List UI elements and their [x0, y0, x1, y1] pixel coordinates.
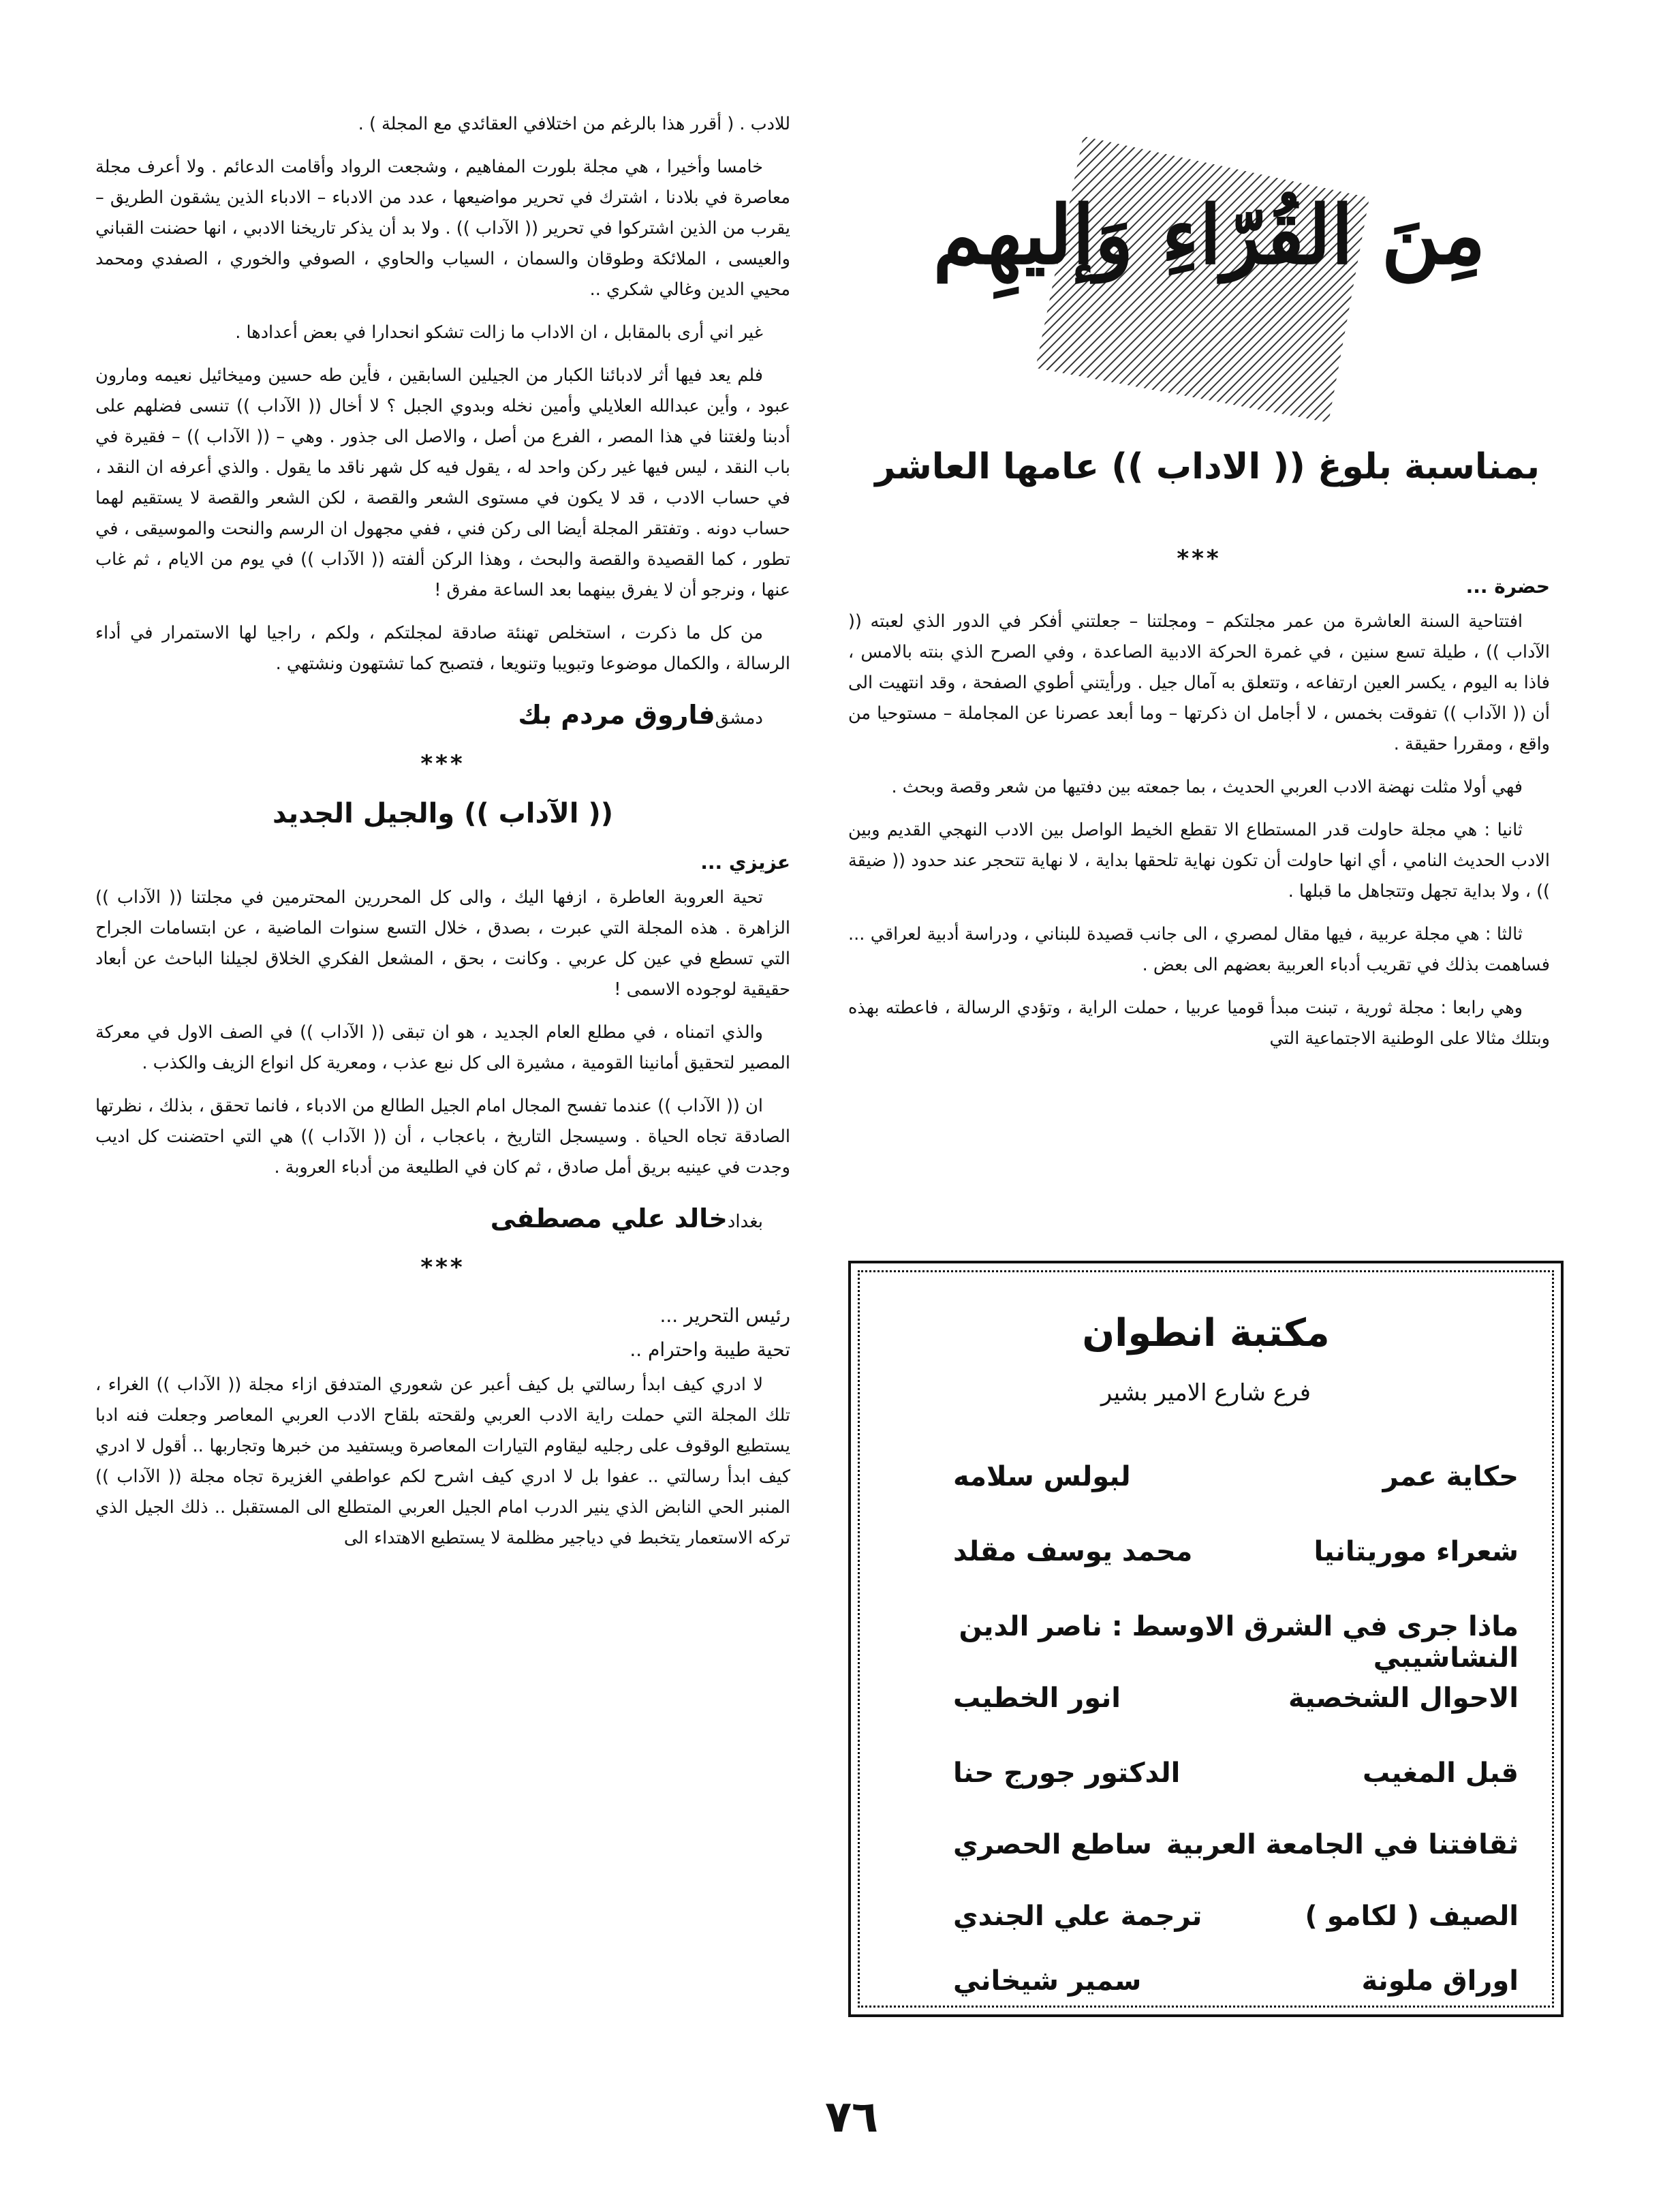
letter-paragraph: فلم يعد فيها أثر لادبائنا الكبار من الجيلين السابقين ، فأين طه حسين وميخائيل نعيمه ومارون عبود ، وأين عبدالله العلايلي وأمين نخله وبدوي الجبل ؟ لا أخال (( الآداب )) تنسى فضلهم على أدبنا ولغتنا في هذا المصر ، الفرع من أصل ، والاصل الى جذور . وهي – (( الآداب )) – فقيرة في باب النقد ، ليس فيها غير ركن واحد له ، يقول فيه كل شهر ناقد ما يقول . والذي أعرفه ان النقد ، في حساب الادب ، قد لا يكون في مستوى الشعر والقصة ، لكن الشعر والقصة لا يستقيم لهما حساب دونه . وتفتقر المجلة أيضا الى ركن فني ، ففي مجهول ان الرسم والنحت والموسيقى ، في تطور ، كما القصيدة والقصة والبحث ، وهذا الركن ألفته (( الآداب )) في يوم من الايام ، ثم غاب عنها ، ونرجو أن لا يفرق بينهما بعد الساعة مفرق ! [95, 365, 790, 600]
ad-book-row [899, 1965, 1519, 1997]
book-author: انور الخطيب [953, 1683, 1121, 1714]
signature-row [95, 700, 790, 730]
book-title: شعراء موريتانيا [1314, 1536, 1519, 1567]
letter-paragraph: غير اني أرى بالمقابل ، ان الاداب ما زالت تشكو انحدارا في بعض أعدادها . [235, 322, 763, 343]
book-author: سمير شيخاني [953, 1965, 1142, 1997]
signature-city: بغداد [727, 1212, 763, 1232]
book-author: لبولس سلامه [953, 1461, 1131, 1492]
separator-stars: *** [1177, 545, 1222, 572]
letter-salutation: عزيزي ... [700, 851, 790, 874]
letter-heading: (( الآداب )) والجيل الجديد [273, 798, 613, 829]
letter-salutation: حضرة ... [1465, 575, 1550, 598]
book-author: ساطع الحصري [953, 1829, 1152, 1860]
ad-subtitle: فرع شارع الامير بشير [1100, 1379, 1311, 1407]
book-title: الاحوال الشخصية [1288, 1683, 1519, 1714]
letter-paragraph: ان (( الآداب )) عندما تفسح المجال امام الجيل الطالع من الادباء ، فانما تحقق ، بذلك ، نظرتها الصادقة تجاه الحياة . وسيسجل التاريخ ، باعجاب ، أن (( الآداب )) هي التي احتضنت كل اديب وجدت في عينيه بريق أمل صادق ، ثم كان في الطليعة من أدباء العروبة . [95, 1096, 790, 1178]
separator-stars: *** [420, 1254, 465, 1281]
separator-stars: *** [420, 750, 465, 778]
ad-book-row [899, 1611, 1519, 1674]
letter-salutation: رئيس التحرير ... [659, 1304, 790, 1327]
letter-paragraph: والذي اتمناه ، في مطلع العام الجديد ، هو ان تبقى (( الآداب )) في الصف الاول في معركة المصير لتحقيق أمانينا القومية ، مشيرة الى كل نبع عذب ، ومعرية كل انواع الزيف والكذب . [95, 1022, 790, 1073]
letter-paragraph: فهي أولا مثلت نهضة الادب العربي الحديث ، بما جمعته بين دفتيها من شعر وقصة وبحث . [891, 777, 1523, 797]
ad-book-row [899, 1757, 1519, 1789]
signature-name: فاروق مردم بك [518, 700, 715, 730]
ad-book-row [899, 1536, 1519, 1567]
book-title: حكاية عمر [1382, 1461, 1519, 1492]
bookstore-advertisement [848, 1261, 1564, 2017]
book-title: ثقافتنا في الجامعة العربية [1166, 1829, 1519, 1860]
signature-name: خالد علي مصطفى [490, 1203, 728, 1233]
book-author: الدكتور جورج حنا [953, 1757, 1181, 1789]
letter-paragraph: من كل ما ذكرت ، استخلص تهنئة صادقة لمجلتكم ، ولكم ، راجيا لها الاستمرار في أداء الرسالة ، والكمال موضوعا وتبويبا وتنويعا ، فتصبح كما تشتهون ونشتهي . [95, 623, 790, 674]
book-author: ترجمة علي الجندي [953, 1901, 1202, 1932]
book-title: ماذا جرى في الشرق الاوسط : ناصر الدين النشاشيبي [959, 1611, 1519, 1674]
letter-paragraph: خامسا وأخيرا ، هي مجلة بلورت المفاهيم ، وشجعت الرواد وأقامت الدعائم . ولا أعرف مجلة معاصرة في بلادنا ، اشترك في تحرير مواضيعها ، عدد من الادباء – الادباء الذين يشقون الطريق – يقرب من الذين اشتركوا في تحرير (( الآداب )) . ولا بد أن يذكر تاريخنا الادبي ، انها حضنت القباني والعيسى ، الملائكة وطوقان والسمان ، السياب والحاوي ، الصوفي والخوري ، الصفدي ومحمد محيي الدين وغالي شكري .. [95, 157, 790, 300]
section-banner-title: مِنَ القُرّاءِ وَإليهِم [933, 187, 1486, 282]
letter-heading: بمناسبة بلوغ (( الاداب )) عامها العاشر [875, 446, 1540, 487]
letter-paragraph: افتتاحية السنة العاشرة من عمر مجلتكم – ومجلتنا – جعلتني أفكر في الدور الذي لعبته (( الآداب )) ، طيلة تسع سنين ، في غمرة الحركة الادبية الصاعدة ، وفي الصرح الذي بنته بالامس ، فاذا به اليوم ، يكسر العين ارتفاعه ، وتتعلق به آمال جيل . ورأيتني أطوي الصفحة ، وقد انتهيت الى أن (( الآداب )) تفوقت بخمس ، لا أجامل ان ذكرتها – وما أبعد عصرنا عن المجاملة – مستوحيا من واقع ، ومقررا حقيقة . [848, 611, 1550, 754]
letter-paragraph: ثالثا : هي مجلة عربية ، فيها مقال لمصري ، الى جانب قصيدة للبناني ، ودراسة أدبية لعراقي ... فساهمت بذلك في تقريب أدباء العربية بعضهم الى بعض . [848, 924, 1550, 975]
letter-paragraph: لا ادري كيف ابدأ رسالتي بل كيف أعبر عن شعوري المتدفق ازاء مجلة (( الآداب )) الغراء ، تلك المجلة التي حملت راية الادب العربي ولقحته بلقاح الادب العربي المعاصر وجعلت فنه ادبا يستطيع الوقوف على رجليه ليقاوم التيارات المعاصرة ويستفيد من خبرها وتجاربها .. أقول لا ادري كيف ابدأ رسالتي .. عفوا بل لا ادري كيف اشرح لكم عواطفي الغزيرة تجاه مجلة (( الآداب )) المنبر الحي النابض الذي ينير الدرب امام الجيل العربي المتطلع الى المستقبل .. ذلك الجيل الذي تركه الاستعمار يتخبط في دياجير مظلمة لا يستطيع الاهتداء الى [95, 1374, 790, 1548]
letter-paragraph: للادب . ( أقرر هذا بالرغم من اختلافي العقائدي مع المجلة ) . [358, 114, 790, 134]
header-banner-graphic [879, 123, 1533, 457]
right-column [848, 572, 1550, 1066]
book-title: اوراق ملونة [1361, 1965, 1519, 1997]
signature-city: دمشق [715, 708, 763, 728]
letter-paragraph: تحية العروبة العاطرة ، ازفها اليك ، والى كل المحررين المحترمين في مجلتنا (( الآداب )) الزاهرة . هذه المجلة التي عبرت ، بصدق ، خلال التسع سنوات الماضية ، عن ابتسامات الجراح التي تسطع في عين كل عربي . وكانت ، بحق ، المشعل الفكري الخلاق لجيلنا الباحث عن أبعاد حقيقية لوجوده الاسمى ! [95, 887, 790, 1000]
book-author: محمد يوسف مقلد [953, 1536, 1193, 1567]
letter-paragraph: ثانيا : هي مجلة حاولت قدر المستطاع الا تقطع الخيط الواصل بين الادب النهجي القديم وبين الادب الحديث النامي ، أي انها حاولت أن تكون نهاية تلحقها بداية ، لا نهاية تتحجر عند حدود (( ضيقة )) ، ولا بداية تجهل وتتجاهل ما قبلها . [848, 820, 1550, 902]
ad-book-row [899, 1901, 1519, 1932]
letter-greeting: تحية طيبة واحترام .. [630, 1338, 790, 1361]
letter-paragraph: وهي رابعا : مجلة ثورية ، تبنت مبدأ قوميا عربيا ، حملت الراية ، وتؤدي الرسالة ، فاعطته بهذه وبتلك مثالا على الوطنية الاجتماعية التي [848, 998, 1550, 1049]
ad-book-row [899, 1829, 1519, 1860]
left-column [95, 109, 790, 1566]
ad-title: مكتبة انطوان [1082, 1311, 1330, 1355]
signature-row [95, 1203, 790, 1233]
book-title: قبل المغيب [1363, 1757, 1519, 1789]
page-number: ٧٦ [824, 2092, 879, 2142]
ad-book-row [899, 1461, 1519, 1492]
book-title: الصيف ( لكامو ) [1305, 1901, 1519, 1932]
ad-book-row [899, 1683, 1519, 1714]
